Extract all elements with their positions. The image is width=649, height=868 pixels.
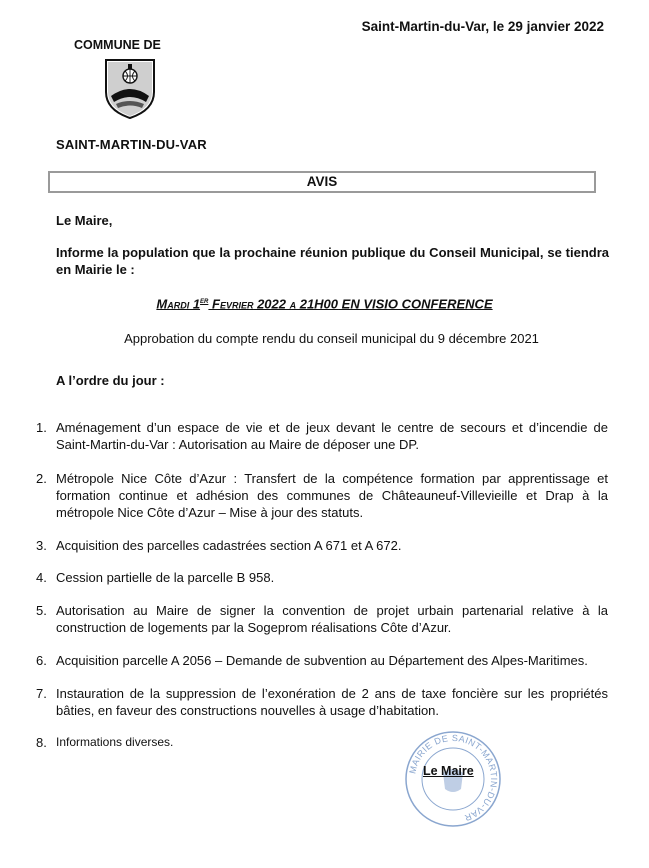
agenda-item-number: 8. — [36, 735, 47, 750]
meeting-month: Fevrier — [208, 296, 254, 312]
agenda-item — [36, 569, 608, 586]
agenda-item — [36, 652, 608, 669]
meeting-line — [0, 295, 649, 311]
agenda-item — [36, 537, 608, 554]
commune-label: COMMUNE DE — [74, 38, 161, 52]
agenda-item — [36, 685, 608, 719]
agenda-item-number: 1. — [36, 420, 47, 435]
place-date: Saint-Martin-du-Var, le 29 janvier 2022 — [361, 19, 604, 34]
agenda-item-number: 4. — [36, 570, 47, 585]
avis-title: AVIS — [48, 171, 596, 193]
mayor-signature-label: Le Maire — [423, 764, 474, 778]
greeting: Le Maire, — [56, 213, 113, 228]
agenda-item — [36, 602, 608, 636]
approbation-line: Approbation du compte rendu du conseil municipal du 9 décembre 2021 — [124, 331, 539, 346]
agenda-item — [36, 734, 608, 751]
agenda-item-text: Cession partielle de la parcelle B 958. — [56, 570, 275, 585]
agenda-item-number: 3. — [36, 538, 47, 553]
agenda-heading: A l’ordre du jour : — [56, 373, 165, 388]
agenda-item-number: 5. — [36, 603, 47, 618]
agenda-item — [36, 470, 608, 521]
intro-paragraph: Informe la population que la prochaine réunion publique du Conseil Municipal, se tiendra en Mairie le : — [56, 245, 609, 277]
meeting-date-time: 2022 a 21H00 — [253, 296, 339, 312]
agenda-item-text: Acquisition parcelle A 2056 – Demande de subvention au Département des Alpes-Maritimes. — [56, 653, 588, 668]
stamp-text: MAIRIE DE SAINT-MARTIN-DU-VAR — [407, 732, 500, 824]
meeting-day-suffix: er — [200, 295, 209, 305]
town-name: SAINT-MARTIN-DU-VAR — [56, 137, 207, 152]
agenda-item — [36, 419, 608, 453]
agenda-item-number: 7. — [36, 686, 47, 701]
meeting-mode: EN VISIO CONFERENCE — [338, 296, 493, 312]
agenda-item-text: Aménagement d’un espace de vie et de jeux devant le centre de secours et d’incendie de Saint-Martin-du-Var : Autorisation au Maire de déposer une DP. — [56, 420, 608, 452]
agenda-list — [36, 419, 608, 751]
agenda-item-text: Autorisation au Maire de signer la convention de projet urbain partenarial relative à la construction de logements par la Sogeprom réalisations Côte d’Azur. — [56, 603, 608, 635]
agenda-item-text: Informations diverses. — [56, 735, 174, 749]
mayor-stamp — [403, 729, 503, 829]
agenda-item-number: 6. — [36, 653, 47, 668]
agenda-item-text: Métropole Nice Côte d’Azur : Transfert de la compétence formation par apprentissage et formation continue et adhésion des communes de Châteauneuf-Villevieille et Drap à la métropole Nice Côte d’Azur – Mise à jour des statuts. — [56, 471, 608, 520]
agenda-item-number: 2. — [36, 471, 47, 486]
agenda-item-text: Acquisition des parcelles cadastrées section A 671 et A 672. — [56, 538, 402, 553]
coat-of-arms-logo — [102, 58, 158, 120]
agenda-item-text: Instauration de la suppression de l’exonération de 2 ans de taxe foncière sur les propriétés bâties, en faveur des constructions nouvelles à usage d’habitation. — [56, 686, 608, 718]
meeting-day: Mardi 1 — [156, 296, 201, 312]
